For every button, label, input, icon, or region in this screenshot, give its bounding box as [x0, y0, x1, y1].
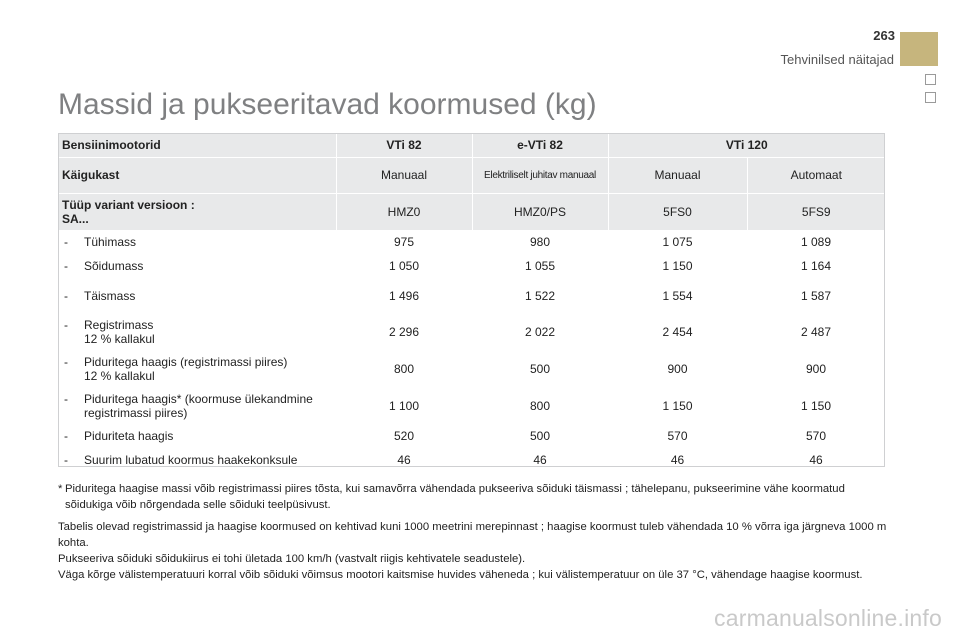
row-dash: - — [64, 259, 68, 273]
row-label-line2: 12 % kallakul — [84, 368, 155, 383]
engine-header: e-VTi 82 — [472, 133, 608, 157]
table-row — [58, 278, 885, 314]
variant-label-line2: SA... — [62, 211, 89, 226]
table-cell: 1 587 — [800, 289, 832, 303]
page-number: 263 — [873, 28, 895, 43]
table-cell: 800 — [529, 398, 551, 413]
table-cell: 46 — [397, 452, 411, 467]
table-row — [58, 254, 885, 278]
table-cell: 500 — [529, 361, 551, 376]
footnote — [58, 481, 878, 513]
table-cell: 2 296 — [388, 325, 420, 339]
row-dash: - — [64, 354, 68, 369]
row-label-line2: registrimassi piires) — [84, 405, 188, 420]
gearbox-header: Manuaal — [608, 157, 747, 193]
table-row — [58, 314, 885, 350]
notes — [58, 519, 888, 583]
variant-label — [58, 193, 336, 230]
table-row — [58, 424, 885, 448]
row-label: Piduritega haagis* (koormuse ülekandmine — [84, 391, 313, 406]
table-row — [58, 448, 885, 471]
table-cell: 1 050 — [388, 259, 420, 273]
row-dash: - — [64, 289, 68, 303]
row-label: Registrimass — [84, 318, 154, 332]
watermark: carmanualsonline.info — [714, 605, 942, 631]
variant-header: HMZ0/PS — [472, 193, 608, 230]
table-cell: 1 150 — [662, 398, 693, 413]
row-label-line2: 12 % kallakul — [84, 332, 155, 346]
table-row — [58, 350, 885, 387]
table-cell: 500 — [529, 429, 551, 443]
table-cell: 1 100 — [388, 398, 420, 413]
row-label: Suurim lubatud koormus haakekonksule — [84, 452, 298, 467]
footnote-text: Piduritega haagise massi võib registrimassi piires tõsta, kui samavõrra vähendada pukseeriva sõiduki täismassi ; tähelepanu, pukseerimine vähe koormatud sõidukiga võib nõrgendada selle sõiduki teelpüsivust. — [65, 483, 845, 511]
table-cell: 2 454 — [662, 325, 693, 339]
variant-header-row — [58, 193, 885, 230]
page-heading: Massid ja pukseeritavad koormused (kg) — [58, 88, 597, 121]
row-label: Sõidumass — [84, 259, 144, 273]
row-label: Piduritega haagis (registrimassi piires) — [84, 354, 288, 369]
row-label: Piduriteta haagis — [84, 429, 174, 443]
table-cell: 1 055 — [524, 259, 556, 273]
row-dash: - — [64, 235, 68, 250]
note-temperature: Väga kõrge välistemperatuuri korral võib sõiduki võimsus mootori kaitsmise huvides väheneda ; kui välistemperatuur on üle 37 °C, vähendage haagise koormust. — [58, 569, 863, 581]
footnote-star: * — [58, 483, 63, 495]
row-dash: - — [64, 318, 68, 332]
engine-label: Bensiinimootorid — [58, 133, 336, 157]
note-speed: Pukseeriva sõiduki sõidukiirus ei tohi ületada 100 km/h (vastvalt riigis kehtivatele seadustele). — [58, 553, 526, 565]
table-cell: 46 — [670, 452, 685, 467]
table-row — [58, 230, 885, 254]
table-cell: 800 — [393, 361, 415, 376]
table-cell: 520 — [393, 429, 415, 443]
variant-header: HMZ0 — [336, 193, 472, 230]
table-cell: 1 075 — [662, 235, 693, 250]
table-cell: 900 — [805, 361, 827, 376]
mass-table — [58, 133, 885, 471]
engine-header: VTi 82 — [336, 133, 472, 157]
table-cell: 1 164 — [800, 259, 832, 273]
table-cell: 2 022 — [524, 325, 556, 339]
gearbox-label: Käigukast — [58, 157, 336, 193]
table-cell: 570 — [667, 429, 688, 443]
table-cell: 1 150 — [800, 398, 832, 413]
engine-header: VTi 120 — [608, 133, 885, 157]
table-cell: 980 — [529, 235, 551, 250]
gearbox-header: Elektriliselt juhitav manuaal — [472, 157, 608, 193]
row-dash: - — [64, 452, 68, 467]
row-label: Täismass — [84, 289, 136, 303]
gearbox-header: Automaat — [747, 157, 885, 193]
variant-label-line1: Tüüp variant versioon : — [62, 197, 195, 212]
table-cell: 1 522 — [524, 289, 556, 303]
table-cell: 46 — [533, 452, 547, 467]
section-tab-marker — [900, 32, 938, 66]
row-label: Tühimass — [84, 235, 137, 250]
table-cell: 2 487 — [800, 325, 832, 339]
table-cell: 1 554 — [662, 289, 693, 303]
tab-box-icon — [925, 74, 936, 85]
table-cell: 1 496 — [388, 289, 420, 303]
table-cell: 1 150 — [662, 259, 693, 273]
table-row — [58, 387, 885, 424]
table-cell: 46 — [809, 452, 823, 467]
variant-header: 5FS9 — [747, 193, 885, 230]
tab-box-icon — [925, 92, 936, 103]
gearbox-header: Manuaal — [336, 157, 472, 193]
table-cell: 1 089 — [800, 235, 832, 250]
variant-header: 5FS0 — [608, 193, 747, 230]
engine-header-row — [58, 133, 885, 157]
table-cell: 975 — [393, 235, 415, 250]
note-altitude: Tabelis olevad registrimassid ja haagise koormused on kehtivad kuni 1000 meetrini merepinnast ; haagise koormust tuleb vähendada 10 % võrra iga järgneva 1000 m kohta. — [58, 521, 887, 549]
row-dash: - — [64, 429, 68, 443]
row-dash: - — [64, 391, 68, 406]
gearbox-header-row — [58, 157, 885, 193]
section-title: Tehvinilsed näitajad — [780, 52, 894, 67]
table-cell: 900 — [667, 361, 688, 376]
table-cell: 570 — [805, 429, 827, 443]
